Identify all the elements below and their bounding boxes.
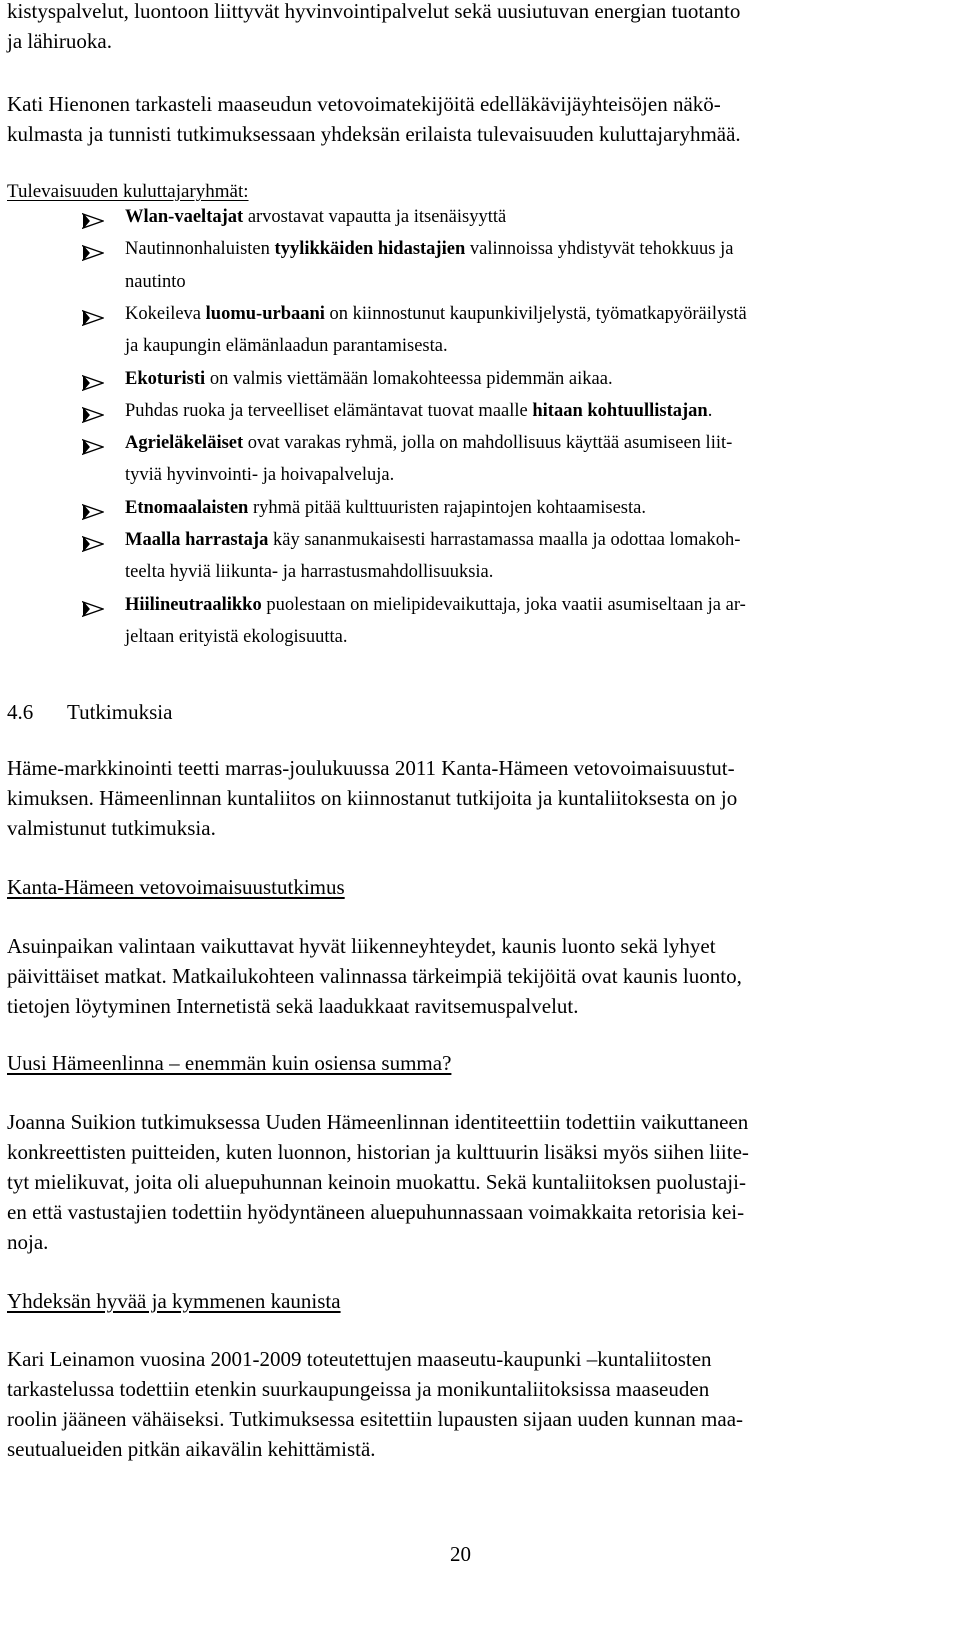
section-heading — [7, 697, 172, 727]
list-item-text-rest: ryhmä pitää kulttuuristen rajapintojen kohtaamisesta. — [248, 497, 646, 518]
list-item-text — [125, 299, 747, 329]
list-item-text-rest: nautinto — [125, 271, 186, 292]
list-item-text — [125, 202, 506, 232]
paragraph-line: Kari Leinamon vuosina 2001-2009 toteutettujen maaseutu-kaupunki –kuntaliitosten — [7, 1347, 712, 1371]
paragraph-line: Asuinpaikan valintaan vaikuttavat hyvät liikenneyhteydet, kaunis luonto sekä lyhyet — [7, 934, 716, 958]
list-item-text — [125, 267, 186, 297]
list-item-text — [125, 557, 493, 587]
page-number: 20 — [450, 1542, 471, 1566]
list-item-text — [125, 331, 448, 361]
list-item-text-rest: ovat varakas ryhmä, jolla on mahdollisuus käyttää asumiseen liit- — [243, 433, 733, 454]
intro-line: Kati Hienonen tarkasteli maaseudun vetovoimatekijöitä edelläkävijäyhteisöjen näkö- — [7, 92, 721, 116]
intro-line: kulmasta ja tunnisti tutkimuksessaan yhdeksän erilaista tulevaisuuden kuluttajaryhmää. — [7, 122, 741, 146]
list-item-text-rest: teelta hyviä liikunta- ja harrastusmahdollisuuksia. — [125, 562, 494, 583]
list-item-text — [125, 234, 733, 264]
consumer-group-name: luomu-urbaani — [205, 303, 325, 324]
list-item-text — [125, 622, 347, 652]
consumer-group-name: Agrieläkeläiset — [125, 433, 244, 454]
list-item-text-lead: Nautinnonhaluisten — [125, 239, 275, 260]
list-item-text-rest: jeltaan erityistä ekologisuutta. — [125, 626, 348, 647]
paragraph-line: seutualueiden pitkän aikavälin kehittämistä. — [7, 1437, 376, 1461]
arrow-bullet-icon — [82, 435, 104, 451]
paragraph-line: tarkastelussa todettiin etenkin suurkaupungeissa ja monikuntaliitoksissa maaseuden — [7, 1377, 710, 1401]
list-item-text — [125, 590, 746, 620]
paragraph-line: valmistunut tutkimuksia. — [7, 816, 216, 840]
subheading-yhdeksan-hyvaa: Yhdeksän hyvää ja kymmenen kaunista — [7, 1289, 341, 1313]
list-item-text-rest: on kiinnostunut kaupunkiviljelystä, työmatkapyöräilystä — [324, 303, 747, 324]
arrow-bullet-icon — [82, 241, 104, 257]
arrow-bullet-icon — [82, 371, 104, 387]
arrow-bullet-icon — [82, 209, 104, 225]
subheading-kanta-hame: Kanta-Hämeen vetovoimaisuustutkimus — [7, 875, 345, 899]
subheading-uusi-hameenlinna: Uusi Hämeenlinna – enemmän kuin osiensa summa? — [7, 1051, 452, 1075]
paragraph-line: Joanna Suikion tutkimuksessa Uuden Hämeenlinnan identiteettiin todettiin vaikuttaneen — [7, 1110, 749, 1134]
arrow-bullet-icon — [82, 500, 104, 516]
list-item-text-lead: Kokeileva — [125, 303, 206, 324]
paragraph-line: kimuksen. Hämeenlinnan kuntaliitos on kiinnostanut tutkijoita ja kuntaliitoksesta on jo — [7, 786, 738, 810]
paragraph-line: Häme-markkinointi teetti marras-joulukuussa 2011 Kanta-Hämeen vetovoimaisuustut- — [7, 756, 735, 780]
paragraph-line: päivittäiset matkat. Matkailukohteen valinnassa tärkeimpiä tekijöitä ovat kaunis luonto, — [7, 964, 742, 988]
arrow-bullet-icon — [82, 306, 104, 322]
paragraph-line: tyt mielikuvat, joita oli aluepuhunnan keinoin muokattu. Sekä kuntaliitoksen puolustaji- — [7, 1170, 746, 1194]
list-item-text — [125, 364, 613, 394]
list-item-text — [125, 396, 712, 426]
list-item-text — [125, 428, 732, 458]
list-item-text-rest: käy sananmukaisesti harrastamassa maalla ja odottaa lomakoh- — [268, 530, 741, 550]
arrow-bullet-icon — [82, 403, 104, 419]
list-item-text-rest: arvostavat vapautta ja itsenäisyyttä — [243, 207, 507, 227]
list-item-text — [125, 460, 394, 490]
list-item-text-rest: on valmis viettämään lomakohteessa pidemmän aikaa. — [205, 368, 613, 389]
list-item-text-rest: tyviä hyvinvointi- ja hoivapalveluja. — [125, 465, 395, 486]
list-item-text-rest: ja kaupungin elämänlaadun parantamisesta. — [125, 336, 448, 357]
consumer-group-name: Etnomaalaisten — [125, 497, 249, 518]
intro-line: ja lähiruoka. — [7, 29, 112, 53]
paragraph-line: tietojen löytyminen Internetistä sekä laadukkaat ravitsemuspalvelut. — [7, 994, 579, 1018]
consumer-group-name: Wlan-vaeltajat — [125, 207, 244, 227]
consumer-group-name: Maalla harrastaja — [125, 530, 269, 550]
consumer-group-name: hitaan kohtuullistajan — [532, 400, 708, 421]
paragraph-line: noja. — [7, 1230, 49, 1254]
arrow-bullet-icon — [82, 532, 104, 548]
arrow-bullet-icon — [82, 597, 104, 613]
intro-line: kistyspalvelut, luontoon liittyvät hyvinvointipalvelut sekä uusiutuvan energian tuotanto — [7, 0, 741, 23]
paragraph-line: roolin jääneen vähäiseksi. Tutkimuksessa esitettiin lupausten sijaan uuden kunnan maa- — [7, 1407, 744, 1431]
list-item-text-rest: . — [707, 400, 713, 421]
list-item-text-lead: Puhdas ruoka ja terveelliset elämäntavat tuovat maalle — [125, 400, 533, 421]
paragraph-line: konkreettisten puitteiden, kuten luonnon, historian ja kulttuurin lisäksi myös siihen liite- — [7, 1140, 749, 1164]
list-item-text — [125, 525, 740, 555]
section-title: Tutkimuksia — [67, 700, 173, 724]
list-item-text-rest: puolestaan on mielipidevaikuttaja, joka vaatii asumiseltaan ja ar- — [261, 594, 746, 615]
section-number: 4.6 — [7, 700, 34, 724]
list-item-text-rest: valinnoissa yhdistyvät tehokkuus ja — [465, 239, 734, 260]
consumer-group-name: Ekoturisti — [125, 368, 206, 389]
groups-title: Tulevaisuuden kuluttajaryhmät: — [7, 181, 249, 202]
consumer-group-name: Hiilineutraalikko — [125, 594, 262, 615]
list-item-text — [125, 493, 646, 523]
paragraph-line: en että vastustajien todettiin hyödyntäneen aluepuhunnassaan voimakkaita retorisia kei- — [7, 1200, 745, 1224]
consumer-group-name: tyylikkäiden hidastajien — [274, 239, 466, 260]
